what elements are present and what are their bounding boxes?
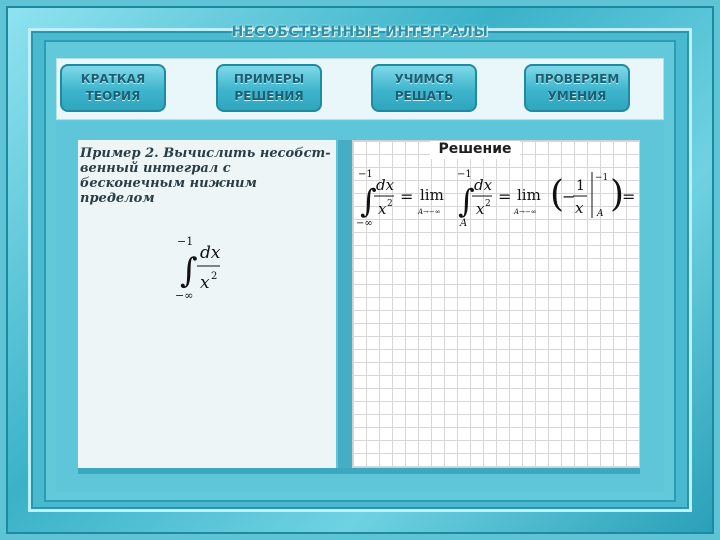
sol-eq-3: =	[622, 187, 636, 206]
sol-lim-2: lim	[517, 186, 541, 204]
bottom-strip	[78, 468, 640, 474]
sol-eq-1: =	[400, 187, 414, 206]
panel-divider	[338, 140, 352, 468]
sol-num-1: dx	[376, 176, 395, 194]
task-integral-upper: −1	[177, 235, 194, 248]
check-button[interactable]: ПРОВЕРЯЕМ УМЕНИЯ	[524, 64, 630, 112]
sol-upper-1: −1	[358, 169, 373, 180]
task-power: 2	[211, 271, 218, 282]
sol-num-2: dx	[474, 176, 493, 194]
sol-lim-1: lim	[420, 186, 444, 204]
task-denominator: x	[200, 273, 210, 293]
sol-minus: −	[562, 187, 576, 206]
sol-paren-open: (	[550, 174, 565, 215]
sol-paren-close: )	[610, 174, 625, 215]
integral-sign-icon: ∫	[360, 182, 377, 220]
sol-upper-2: −1	[457, 169, 472, 180]
sol-eq-2: =	[498, 187, 512, 206]
task-label: Пример 2.	[80, 146, 159, 161]
learn-button[interactable]: УЧИМСЯ РЕШАТЬ	[371, 64, 477, 112]
solution-formula	[354, 166, 640, 230]
sol-lower-3: A	[597, 209, 604, 219]
sol-pow-2: 2	[485, 199, 491, 209]
theory-button[interactable]: КРАТКАЯ ТЕОРИЯ	[60, 64, 166, 112]
sol-upper-3: −1	[595, 173, 609, 183]
task-numerator: dx	[200, 243, 221, 263]
task-statement: Вычислить несобст-венный интеграл с бесконечным нижним пределом	[80, 146, 331, 206]
sol-den-1: x	[378, 200, 387, 218]
sol-den-2: x	[476, 200, 485, 218]
solution-label: Решение	[430, 141, 520, 159]
page-title: НЕСОБСТВЕННЫЕ ИНТЕГРАЛЫ	[231, 24, 489, 40]
sol-lim-sub-2: A→−∞	[514, 208, 537, 216]
task-text	[80, 146, 336, 206]
integral-sign-icon: ∫	[180, 251, 198, 291]
sol-lower-A: A	[460, 218, 468, 229]
task-integral-lower: −∞	[175, 289, 194, 302]
sol-pow-1: 2	[387, 199, 393, 209]
sol-lim-sub-1: A→−∞	[418, 208, 441, 216]
task-integral	[170, 232, 240, 302]
integral-sign-icon: ∫	[458, 182, 475, 220]
sol-x: x	[575, 199, 584, 217]
sol-lower-1: −∞	[356, 218, 373, 229]
examples-button[interactable]: ПРИМЕРЫ РЕШЕНИЯ	[216, 64, 322, 112]
sol-one: 1	[576, 178, 585, 194]
